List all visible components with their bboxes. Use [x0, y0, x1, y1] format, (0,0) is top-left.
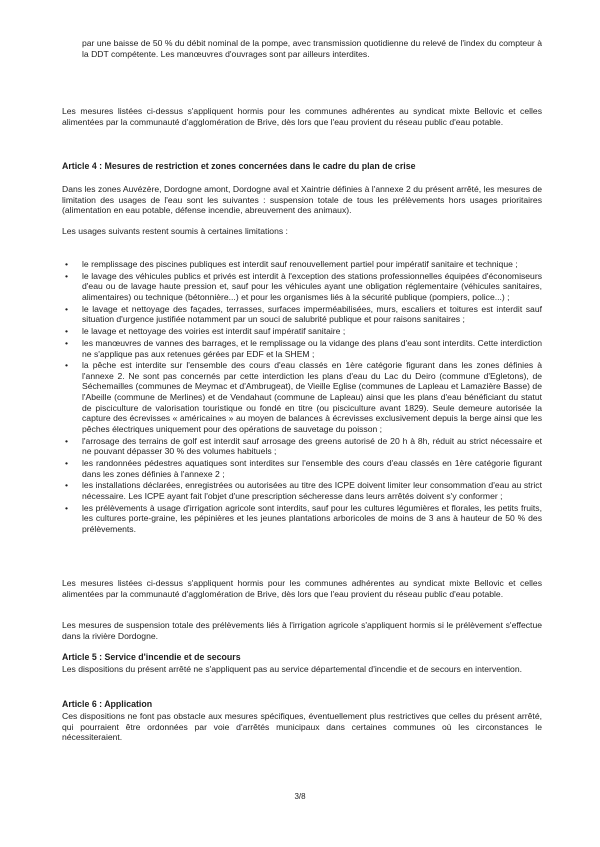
bullet-icon: • — [65, 502, 69, 513]
bullet-icon: • — [65, 259, 69, 269]
article-6-body: Ces dispositions ne font pas obstacle aux mesures spécifiques, éventuellement plus restrictives que celles du présent arrêté, qui pourraient être ordonnées par voie d'arrêtés municipaux dans certaines communes où les circonstances le nécessiteraient. — [62, 711, 542, 743]
bullet-icon: • — [65, 270, 69, 281]
exception-paragraph-3: Les mesures de suspension totale des prélèvements liés à l'irrigation agricole s'appliquent hormis si le prélèvement s'effectue dans la rivière Dordogne. — [62, 620, 542, 641]
list-item-text: le remplissage des piscines publiques est interdit sauf renouvellement partiel pour impératif sanitaire et technique ; — [82, 259, 518, 269]
list-item — [62, 480, 542, 501]
article-5-body: Les dispositions du présent arrêté ne s'appliquent pas au service départemental d'incendie et de secours en intervention. — [62, 664, 522, 674]
list-item — [62, 304, 542, 325]
list-item — [62, 436, 542, 457]
bullet-icon: • — [65, 303, 69, 314]
list-item-text: les installations déclarées, enregistrées ou autorisées au titre des ICPE doivent limiter leur consommation d'eau au strict nécessaire. Les ICPE ayant fait l'objet d'une prescription sécheresse dans leurs arrêtés doivent s'y conformer ; — [82, 480, 542, 501]
list-item-text: la pêche est interdite sur l'ensemble des cours d'eau classés en 1ère catégorie figurant dans les zones définies à l'annexe 2. Ne sont pas concernés par cette interdiction les plans d'eau du Lac du Deiro (commune d'Egletons), de Séchemailles (communes de Meymac et d'Ambrugeat), de Vieille Eglise (communes de Lapleau et Lamazière Basse) de l'Abeille (commune de Merlines) et de Vendahaut (commune de Lapleau) ainsi que les plans d'eau bénéficiant du statut de pisciculture de valorisation touristique ou fondé en titre (ou pisciculture avant 1829). Seule demeure autorisée la capture des écrevisses « américaines » au moyen de balances à écrevisses exclusivement depuis la berge ainsi que les pêches électriques uniquement pour des opérations de sauvetage du poisson ; — [82, 360, 542, 434]
list-item-text: le lavage des véhicules publics et privés est interdit à l'exception des stations professionnelles équipées d'économiseurs d'eau ou de lavage haute pression et, sauf pour les véhicules ayant une obligation réglementaire (véhicules sanitaires, alimentaires) ou technique (bétonnière...) et pour les organismes liés à la sécurité publique (pompiers, police...) ; — [82, 270, 542, 302]
article-4-heading: Article 4 : Mesures de restriction et zones concernées dans le cadre du plan de crise — [62, 161, 416, 171]
article-4-paragraph: Dans les zones Auvézère, Dordogne amont, Dordogne aval et Xaintrie définies à l'annexe 2 du présent arrêté, les mesures de limitation des usages de l'eau sont les suivantes : suspension totale de tous les prélèvements hors usages prioritaires (alimentation en eau potable, défense incendie, abreuvement des animaux). — [62, 184, 542, 216]
bullet-icon: • — [65, 458, 69, 468]
bullet-icon: • — [65, 360, 69, 371]
usage-limitations-list — [62, 259, 542, 536]
list-item-text: le lavage et nettoyage des voiries est interdit sauf impératif sanitaire ; — [82, 326, 346, 337]
list-item-text: les randonnées pédestres aquatiques sont interdites sur l'ensemble des cours d'eau classés en 1ère catégorie figurant dans les zones définies à l'annexe 2 ; — [82, 458, 542, 479]
list-item — [62, 259, 542, 270]
list-item-text: le lavage et nettoyage des façades, terrasses, surfaces imperméabilisées, murs, escaliers et toitures est interdit sauf situation d'urgence justifiée notamment par un souci de salubrité publique et pour raisons sanitaires ; — [82, 303, 542, 325]
list-item — [62, 503, 542, 535]
page-number: 3/8 — [294, 792, 306, 801]
exception-paragraph-1: Les mesures listées ci-dessus s'appliquent hormis pour les communes adhérentes au syndicat mixte Bellovic et celles alimentées par la communauté d'agglomération de Brive, dès lors que l'eau provient du réseau public d'eau potable. — [62, 106, 542, 127]
list-item-text: les manœuvres de vannes des barrages, et le remplissage ou la vidange des plans d'eau sont interdits. Cette interdiction ne s'applique pas aux retenues gérées par EDF et la SHEM ; — [82, 337, 542, 359]
bullet-icon: • — [65, 480, 69, 491]
list-item-text: l'arrosage des terrains de golf est interdit sauf arrosage des greens autorisé de 20 h à 8h, réduit au strict nécessaire et ne pouvant dépasser 30 % des volumes habituels ; — [82, 435, 542, 457]
article-5-heading: Article 5 : Service d'incendie et de secours — [62, 652, 241, 662]
list-intro: Les usages suivants restent soumis à certaines limitations : — [62, 226, 288, 236]
bullet-icon: • — [65, 326, 69, 337]
list-item — [62, 360, 542, 434]
list-item — [62, 458, 542, 479]
list-item-text: les prélèvements à usage d'irrigation agricole sont interdits, sauf pour les cultures légumières et florales, les petits fruits, les cultures porte-graine, les pépinières et les jeunes plantations arboricoles de moins de 3 ans à hauteur de 50 % des prélèvements. — [82, 502, 542, 534]
bullet-icon: • — [65, 337, 69, 348]
intro-fragment: par une baisse de 50 % du débit nominal de la pompe, avec transmission quotidienne du relevé de l'index du compteur à la DDT compétente. Les manœuvres d'ouvrages sont par ailleurs interdites. — [82, 38, 542, 59]
article-6-heading: Article 6 : Application — [62, 699, 153, 709]
list-item — [62, 338, 542, 359]
list-item — [62, 326, 542, 337]
list-item — [62, 271, 542, 303]
exception-paragraph-2: Les mesures listées ci-dessus s'appliquent hormis pour les communes adhérentes au syndicat mixte Bellovic et celles alimentées par la communauté d'agglomération de Brive, dès lors que l'eau provient du réseau public d'eau potable. — [62, 578, 542, 599]
bullet-icon: • — [65, 435, 69, 446]
